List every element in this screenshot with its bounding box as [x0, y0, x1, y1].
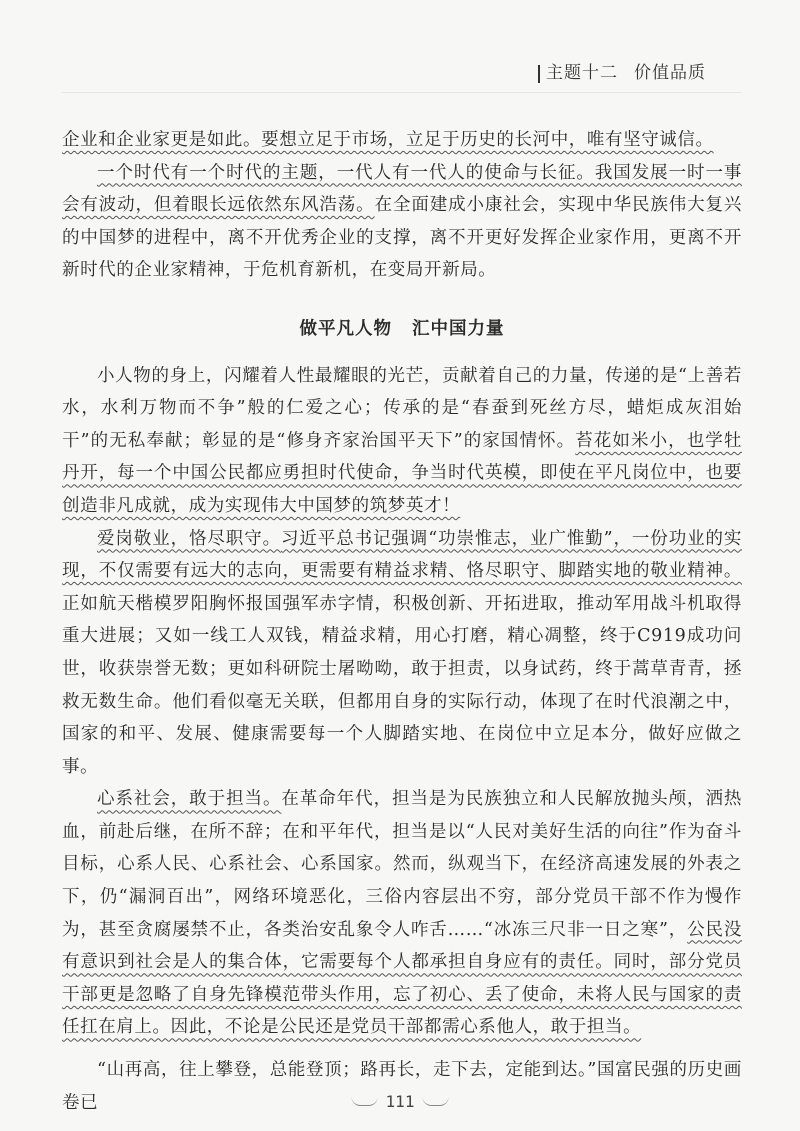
underlined-text: 苔花如米小，也学牡丹开，每一个中国公民都应勇担时代使命，争当时代英模， [62, 430, 742, 484]
underlined-text: 心系社会，敢于担当。 [97, 789, 282, 810]
paragraph-3 [62, 360, 742, 523]
paragraph-4 [62, 523, 742, 784]
page-number [352, 1092, 449, 1111]
underlined-text: 企业和企业家更是如此。要想立足于市场，立足于历史的长河中，唯有坚守诚信。 [62, 130, 714, 150]
running-header [538, 58, 706, 83]
header-theme: 主题十二 [546, 63, 618, 83]
ornament-right-icon [422, 1097, 448, 1106]
paragraph-5 [62, 783, 742, 1044]
section-title [62, 313, 742, 346]
underlined-text: 一个时代有一个时代的主题，一代人有一代人的使命与长征。我国发展一时一事会有波动，但着眼长远依然东风浩荡。 [62, 162, 742, 216]
paragraph-6: “山再高，往上攀登，总能登顶；路再长，走下去，定能到达。”国富民强的历史画卷已 [62, 1060, 742, 1113]
paragraph-5-text: 在革命年代，担当是为民族独立和人民解放抛头颅，洒热血，前赴后继，在所不辞；在和平年代，担当是以“人民对美好生活的向往”作为奋斗目标，心系人民、心系社会、心系国家。然而，纵观当下，在经济高速发展的外表之下，仍“漏洞百出”，网络环境恶化，三俗内容层出不穷，部分党员干部不作为慢作为，甚至贪腐屡禁不止，各类治安乱象令人咋舌……“冰冻三尺非一日之寒”， [62, 789, 743, 940]
paragraph-2 [62, 157, 742, 287]
underlined-text: 公民没有意识到社会是人的集合体，它需要每个人都承担自身应有的责任。同时，部分党员干部更是忽略了自身先锋模范带头作用，忘了初心、丢了使命，未将人民与国家的责任扛在肩上。因此，不论是公民还是党员干部都需心系他人，敢于担当。 [62, 919, 742, 1038]
header-section: 价值品质 [634, 63, 706, 83]
section-title-a: 做平凡人物 [299, 318, 392, 339]
header-bar [538, 65, 540, 83]
paragraph-1 [62, 124, 742, 157]
underlined-text: 爱岗敬业，恪尽职守。 [97, 528, 281, 549]
paragraph-gap [62, 1044, 742, 1054]
underlined-text: 习近平总书记强调“功崇惟志，业广惟勤”，一份功业的实现，不仅需要有远大的志向，更需要有精益求精、恪尽职守、脚踏实地的敬业精神。 [62, 528, 742, 582]
section-title-b: 汇中国力量 [412, 318, 505, 339]
header-rule [62, 92, 742, 93]
page-number-text: 111 [385, 1092, 415, 1111]
underlined-text: 即使在平凡岗位中，也要创造非凡成就，成为实现伟大中国梦的筑梦英才！ [62, 463, 742, 516]
paragraph-3-text: 小人物的身上，闪耀着人性最耀眼的光芒，贡献着自己的力量，传递的是“上善若水，水利万物而不争”般的仁爱之心；传承的是“春蚕到死丝方尽，蜡炬成灰泪始干”的无私奉献；彰显的是“修身齐家治国平天下”的家国情怀。 [62, 365, 742, 451]
paragraph-2-rest: 在全面建成小康社会，实现中华民族伟大复兴的中国梦的进程中，离不开优秀企业的支撑，离不开更好发挥企业家作用，更离不开新时代的企业家精神，于危机育新机，在变局开新局。 [62, 195, 742, 281]
body-text [62, 124, 742, 1119]
ornament-left-icon [352, 1097, 378, 1106]
paragraph-4-text: 正如航天楷模罗阳胸怀报国强军赤字情，积极创新、开拓进取，推动军用战斗机取得重大进展；又如一线工人双钱，精益求精，用心打磨，精心凋整，终于C919成功问世，收获崇誉无数；更如科研院士屠呦呦，敢于担责，以身试药，终于蒿草青青，拯救无数生命。他们看似毫无关联，但都用自身的实际行动，体现了在时代浪潮之中，国家的和平、发展、健康需要每一个人脚踏实地、在岗位中立足本分，做好应做之事。 [62, 593, 742, 777]
